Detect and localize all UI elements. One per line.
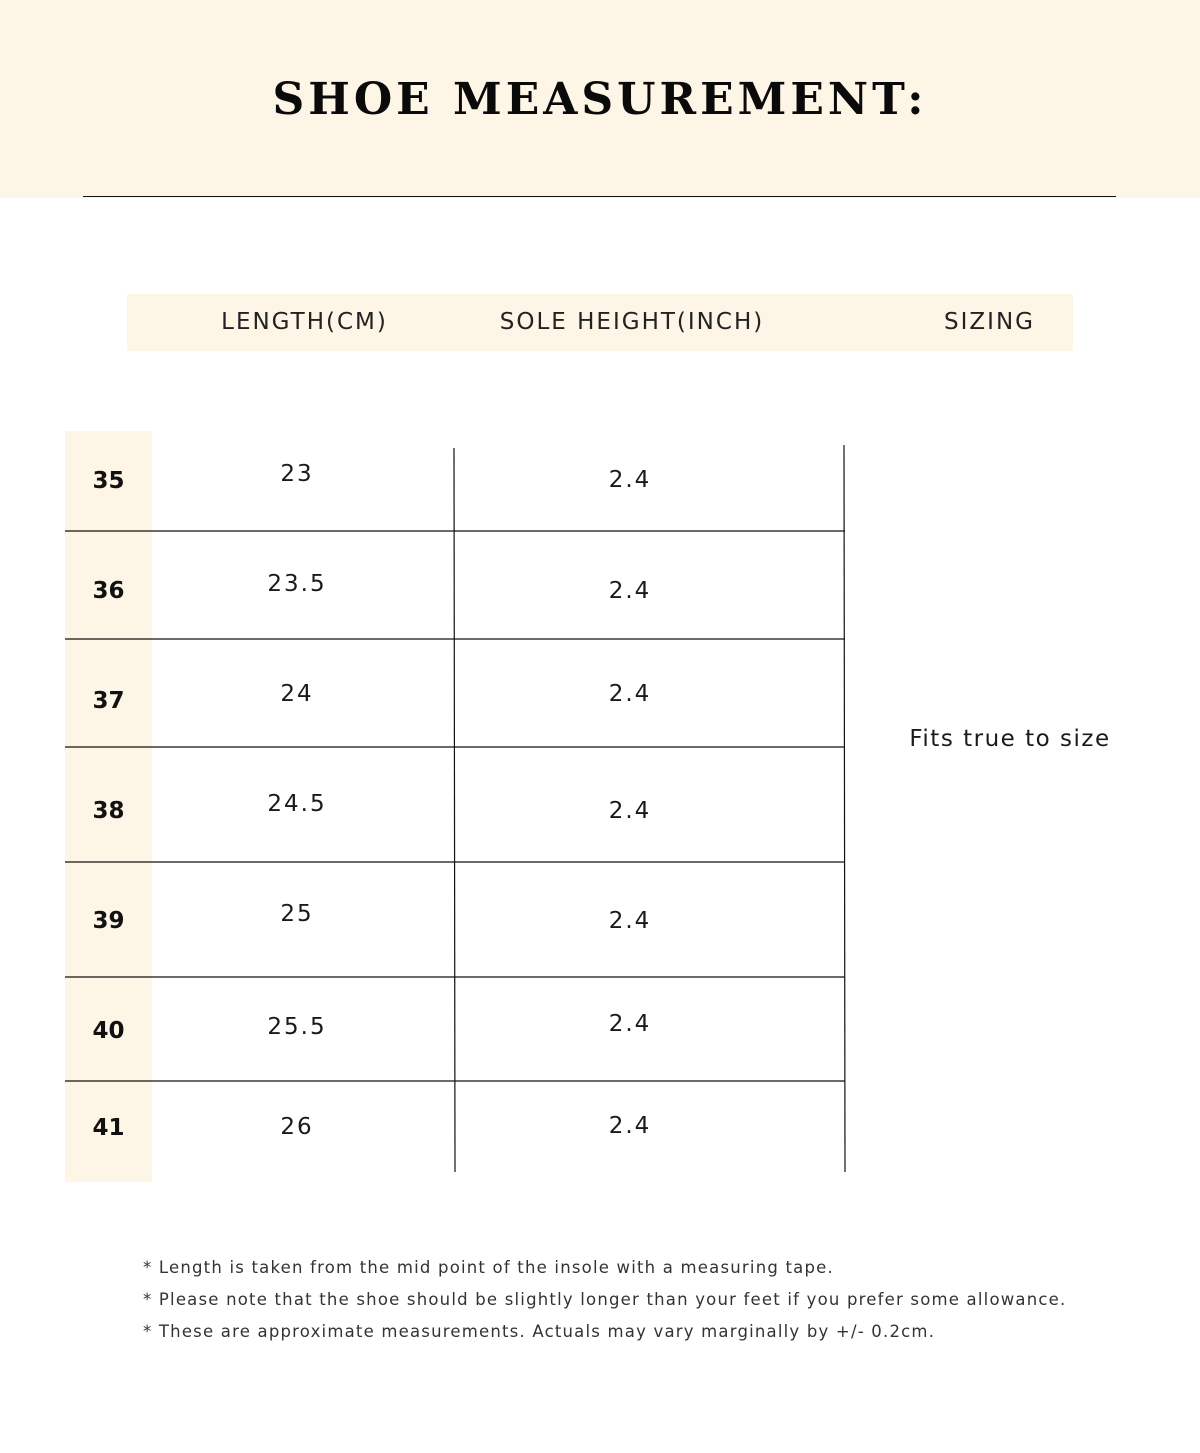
length-cell: 25.5 xyxy=(267,1014,327,1040)
column-header-length: LENGTH(CM) xyxy=(221,309,388,335)
grid-column-divider xyxy=(844,445,845,1172)
sole-height-cell: 2.4 xyxy=(608,681,652,707)
title-divider xyxy=(83,196,1116,197)
size-label: 38 xyxy=(92,798,125,824)
length-cell: 23 xyxy=(280,461,314,487)
footnote: * Please note that the shoe should be slightly longer than your feet if you prefer some allowance. xyxy=(143,1290,1067,1309)
column-header-sole-height: SOLE HEIGHT(INCH) xyxy=(499,309,765,335)
column-header-band xyxy=(127,294,1073,351)
length-cell: 24 xyxy=(280,681,314,707)
size-label: 37 xyxy=(92,688,125,714)
length-cell: 23.5 xyxy=(267,571,327,597)
footnote: * These are approximate measurements. Actuals may vary marginally by +/- 0.2cm. xyxy=(143,1322,936,1341)
size-label: 39 xyxy=(92,908,125,934)
size-label: 36 xyxy=(92,578,125,604)
sole-height-cell: 2.4 xyxy=(608,908,652,934)
footnote: * Length is taken from the mid point of the insole with a measuring tape. xyxy=(143,1258,834,1277)
length-cell: 24.5 xyxy=(267,791,327,817)
grid-column-divider xyxy=(454,448,455,1172)
sole-height-cell: 2.4 xyxy=(608,578,652,604)
size-label: 40 xyxy=(92,1018,125,1044)
sole-height-cell: 2.4 xyxy=(608,1113,652,1139)
size-label: 35 xyxy=(92,468,125,494)
sole-height-cell: 2.4 xyxy=(608,798,652,824)
sole-height-cell: 2.4 xyxy=(608,467,652,493)
column-header-sizing: SIZING xyxy=(944,309,1035,335)
length-cell: 26 xyxy=(280,1114,314,1140)
sole-height-cell: 2.4 xyxy=(608,1011,652,1037)
sizing-note: Fits true to size xyxy=(909,726,1111,752)
footnotes xyxy=(143,1252,1066,1348)
page-title: SHOE MEASUREMENT: xyxy=(272,74,928,125)
size-label: 41 xyxy=(92,1115,125,1141)
length-cell: 25 xyxy=(280,901,314,927)
